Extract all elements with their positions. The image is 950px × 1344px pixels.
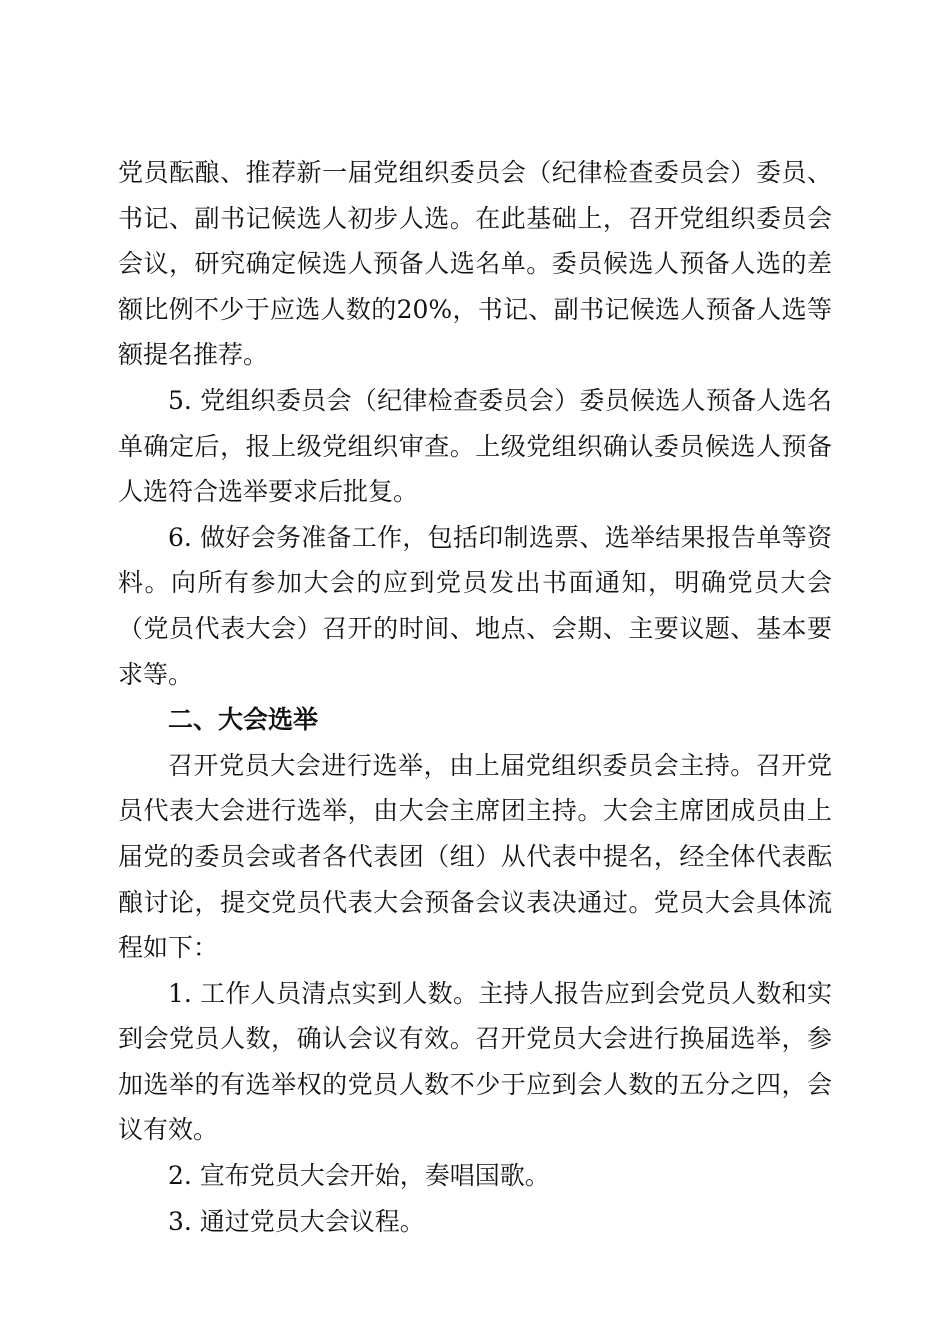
paragraph-item-6: 6. 做好会务准备工作，包括印制选票、选举结果报告单等资料。向所有参加大会的应到党员发出书面通知，明确党员大会（党员代表大会）召开的时间、地点、会期、主要议题、基本要求等。	[118, 522, 832, 689]
document-page	[118, 150, 832, 1244]
paragraph-step-1: 1. 工作人员清点实到人数。主持人报告应到会党员人数和实到会党员人数，确认会议有效。召开党员大会进行换届选举，参加选举的有选举权的党员人数不少于应到会人数的五分之四，会议有效。	[118, 978, 832, 1145]
paragraph-continuation: 党员酝酿、推荐新一届党组织委员会（纪律检查委员会）委员、书记、副书记候选人初步人选。在此基础上，召开党组织委员会会议，研究确定候选人预备人选名单。委员候选人预备人选的差额比例不少于应选人数的20%，书记、副书记候选人预备人选等额提名推荐。	[118, 158, 832, 370]
paragraph-item-5: 5. 党组织委员会（纪律检查委员会）委员候选人预备人选名单确定后，报上级党组织审查。上级党组织确认委员候选人预备人选符合选举要求后批复。	[118, 385, 832, 507]
section-heading: 二、大会选举	[168, 705, 319, 735]
paragraph-step-3: 3. 通过党员大会议程。	[168, 1206, 425, 1236]
paragraph-section-intro: 召开党员大会进行选举，由上届党组织委员会主持。召开党员代表大会进行选举，由大会主席团主持。大会主席团成员由上届党的委员会或者各代表团（组）从代表中提名，经全体代表酝酿讨论，提交党员代表大会预备会议表决通过。党员大会具体流程如下：	[118, 750, 832, 963]
paragraph-step-2: 2. 宣布党员大会开始，奏唱国歌。	[168, 1161, 550, 1191]
